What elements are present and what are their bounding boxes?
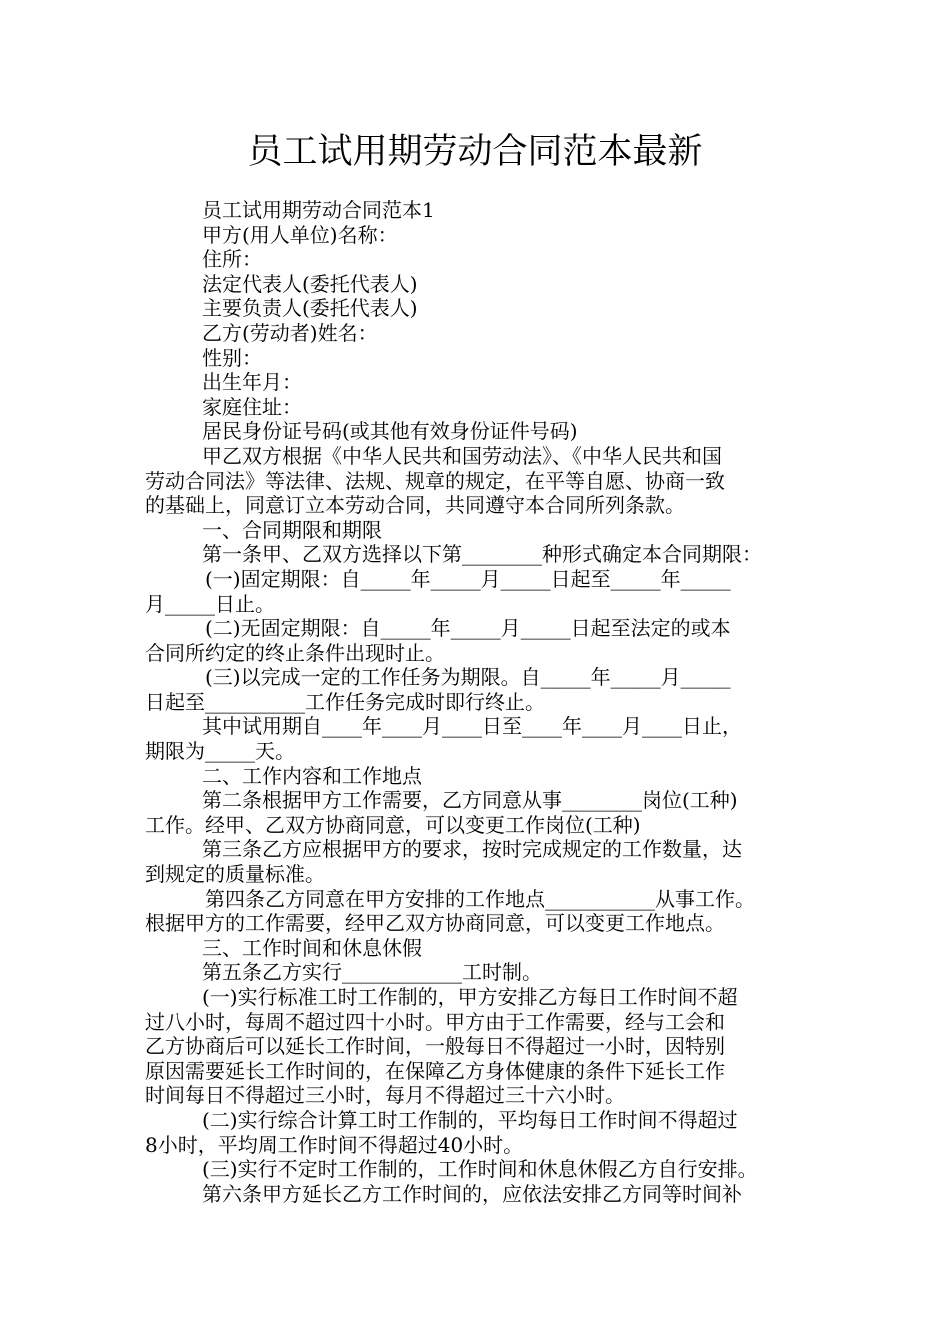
text-line: 第三条乙方应根据甲方的要求，按时完成规定的工作数量，达 (202, 837, 742, 862)
text-line: 到规定的质量标准。 (145, 862, 325, 887)
page-title: 员工试用期劳动合同范本最新 (247, 132, 703, 172)
text-line: 期限为_____天。 (145, 739, 295, 764)
section-heading: 二、工作内容和工作地点 (202, 763, 422, 788)
text-line: 原因需要延长工作时间的，在保障乙方身体健康的条件下延长工作 (145, 1058, 725, 1083)
text-line: 甲乙双方根据《中华人民共和国劳动法》、《中华人民共和国 (202, 443, 722, 468)
text-line: 月_____日止。 (145, 591, 275, 616)
text-line: 其中试用期自____年____月____日至____年____月____日止， (202, 714, 742, 739)
text-line: 员工试用期劳动合同范本1 (202, 198, 435, 222)
text-line: (二)实行综合计算工时工作制的，平均每日工作时间不得超过 (202, 1107, 738, 1132)
text-line: 日起至__________工作任务完成时即行终止。 (145, 689, 545, 714)
text-line: 根据甲方的工作需要，经甲乙双方协商同意，可以变更工作地点。 (145, 911, 725, 936)
text-line: (三)以完成一定的工作任务为期限。自_____年_____月_____ (205, 665, 731, 690)
text-line: 法定代表人(委托代表人) (202, 271, 418, 296)
text-line: 第四条乙方同意在甲方安排的工作地点___________从事工作。 (205, 886, 755, 911)
text-line: (一)实行标准工时工作制的，甲方安排乙方每日工作时间不超 (202, 985, 738, 1009)
text-line: 主要负责人(委托代表人) (202, 296, 418, 321)
text-line: 第二条根据甲方工作需要，乙方同意从事________岗位(工种) (202, 788, 738, 813)
text-line: (一)固定期限：自_____年_____月_____日起至_____年_____ (205, 566, 731, 591)
text-line: 第一条甲、乙双方选择以下第________种形式确定本合同期限： (202, 542, 762, 567)
text-line: 家庭住址： (202, 394, 302, 419)
text-line: 性别： (202, 345, 262, 370)
text-line: 合同所约定的终止条件出现时止。 (145, 640, 445, 665)
text-line: 乙方协商后可以延长工作时间，一般每日不得超过一小时，因特别 (145, 1034, 725, 1059)
text-line: 第六条甲方延长乙方工作时间的，应依法安排乙方同等时间补 (202, 1181, 742, 1206)
text-line: (三)实行不定时工作制的，工作时间和休息休假乙方自行安排。 (202, 1157, 758, 1182)
section-heading: 三、工作时间和休息休假 (202, 935, 422, 960)
text-line: 居民身份证号码(或其他有效身份证件号码) (202, 419, 578, 444)
text-line: 过八小时，每周不超过四十小时。甲方由于工作需要，经与工会和 (145, 1009, 725, 1034)
text-line: 8小时，平均周工作时间不得超过40小时。 (145, 1132, 524, 1157)
text-line: 第五条乙方实行____________工时制。 (202, 960, 542, 985)
document-body (145, 198, 825, 1206)
text-line: 乙方(劳动者)姓名： (202, 320, 378, 345)
section-heading: 一、合同期限和期限 (202, 517, 382, 542)
text-line: 时间每日不得超过三小时，每月不得超过三十六小时。 (145, 1083, 625, 1108)
text-line: 住所： (202, 247, 262, 272)
text-line: (二)无固定期限：自_____年_____月_____日起至法定的或本 (205, 616, 731, 641)
text-line: 的基础上，同意订立本劳动合同，共同遵守本合同所列条款。 (145, 493, 685, 518)
text-line: 甲方(用人单位)名称： (202, 222, 398, 247)
text-line: 工作。经甲、乙双方协商同意，可以变更工作岗位(工种) (145, 812, 641, 837)
text-line: 劳动合同法》等法律、法规、规章的规定，在平等自愿、协商一致 (145, 468, 725, 493)
text-line: 出生年月： (202, 370, 302, 395)
